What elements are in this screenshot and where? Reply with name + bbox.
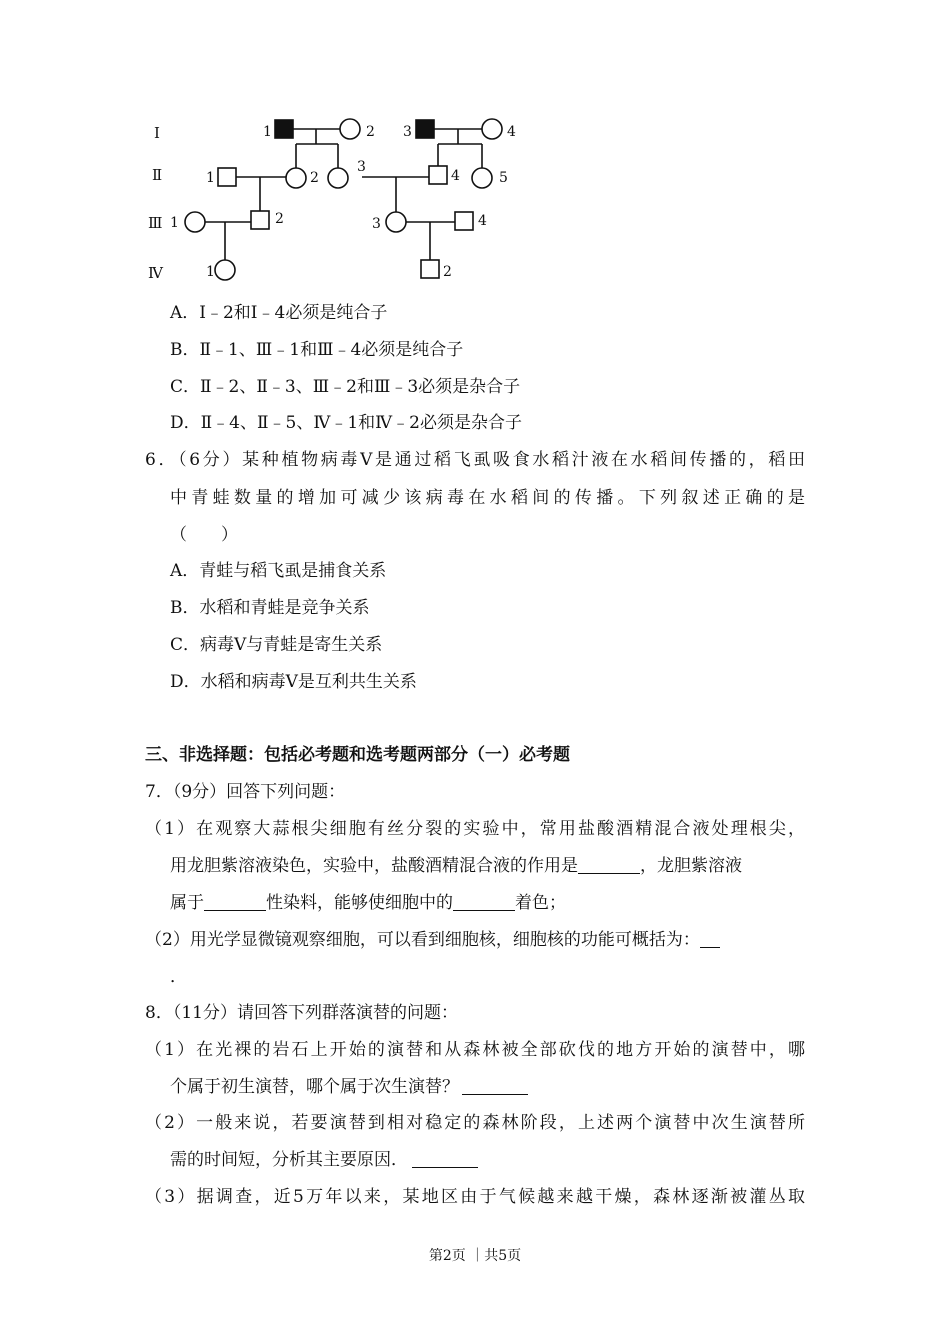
g2-female-5 xyxy=(472,168,492,188)
q7-part1-line-2 xyxy=(170,854,742,878)
text-segment: 性染料，能够使细胞中的 xyxy=(266,893,453,913)
q8-part1-line-1: （1）在光裸的岩石上开始的演替和从森林被全部砍伐的地方开始的演替中，哪 xyxy=(145,1040,805,1060)
q6-answer-brackets: （ ） xyxy=(170,525,238,545)
text-segment: 需的时间短，分析其主要原因． xyxy=(170,1150,408,1170)
q5-option-c: C．Ⅱ﹣2、Ⅱ﹣3、Ⅲ﹣2和Ⅲ﹣3必须是杂合子 xyxy=(170,377,521,397)
g1-female-2 xyxy=(340,119,360,139)
answer-blank[interactable] xyxy=(578,855,640,874)
g1-male-3-affected xyxy=(416,120,434,138)
text-segment: 着色； xyxy=(515,893,566,913)
g3-male-4 xyxy=(455,212,473,230)
q8-title: 8．（11分）请回答下列群落演替的问题： xyxy=(145,1003,458,1023)
q7-part1-line-1: （1）在观察大蒜根尖细胞有丝分裂的实验中，常用盐酸酒精混合液处理根尖， xyxy=(145,819,805,839)
individual-label: 2 xyxy=(366,124,375,140)
g2-male-4 xyxy=(429,166,447,184)
individual-label: 1 xyxy=(206,264,215,280)
q6-stem-line-1: 6．（6分）某种植物病毒V是通过稻飞虱吸食水稻汁液在水稻间传播的，稻田 xyxy=(145,450,805,470)
answer-blank[interactable] xyxy=(412,1149,478,1168)
individual-label: 3 xyxy=(357,159,366,175)
q7-part1-line-3 xyxy=(170,891,566,915)
individual-label: 3 xyxy=(372,216,381,232)
g3-female-3 xyxy=(386,212,406,232)
q6-option-c: C．病毒V与青蛙是寄生关系 xyxy=(170,635,383,655)
page-footer: 第2页 ｜共5页 xyxy=(428,1248,522,1264)
individual-label: 1 xyxy=(263,124,272,140)
individual-label: 4 xyxy=(507,124,516,140)
g2-female-2 xyxy=(286,168,306,188)
answer-blank[interactable] xyxy=(453,892,515,911)
text-segment: ，龙胆紫溶液 xyxy=(640,856,742,876)
individual-label: 2 xyxy=(275,211,284,227)
text-segment: 属于 xyxy=(170,893,204,913)
text-segment: 个属于初生演替，哪个属于次生演替？ xyxy=(170,1077,459,1097)
g2-male-1 xyxy=(218,168,236,186)
individual-label: 5 xyxy=(499,170,508,186)
q8-part3-line-1: （3）据调查，近5万年以来，某地区由于气候越来越干燥，森林逐渐被灌丛取 xyxy=(145,1187,805,1207)
individual-label: 1 xyxy=(170,215,179,231)
q6-option-a: A．青蛙与稻飞虱是捕食关系 xyxy=(170,561,387,581)
individual-label: 2 xyxy=(443,264,452,280)
generation-label-2: Ⅱ xyxy=(152,166,163,184)
q5-option-d: D．Ⅱ﹣4、Ⅱ﹣5、Ⅳ﹣1和Ⅳ﹣2必须是杂合子 xyxy=(170,413,522,433)
individual-label: 1 xyxy=(206,170,215,186)
q7-title: 7．（9分）回答下列问题： xyxy=(145,782,346,802)
q6-option-d: D．水稻和病毒V是互利共生关系 xyxy=(170,672,417,692)
individual-label: 4 xyxy=(451,168,460,184)
g1-male-1-affected xyxy=(275,120,293,138)
g3-male-2 xyxy=(251,211,269,229)
individual-label: 2 xyxy=(310,170,319,186)
generation-label-4: Ⅳ xyxy=(148,264,163,282)
q7-part2-line-1 xyxy=(145,928,720,952)
g4-female-1 xyxy=(215,260,235,280)
q5-option-a: A．Ⅰ﹣2和Ⅰ﹣4必须是纯合子 xyxy=(170,303,388,323)
answer-blank[interactable] xyxy=(462,1076,528,1095)
q8-part2-line-2 xyxy=(170,1148,478,1172)
g1-female-4 xyxy=(482,119,502,139)
q8-part1-line-2 xyxy=(170,1075,528,1099)
text-segment: 用龙胆紫溶液染色，实验中，盐酸酒精混合液的作用是 xyxy=(170,856,578,876)
q8-part2-line-1: （2）一般来说，若要演替到相对稳定的森林阶段，上述两个演替中次生演替所 xyxy=(145,1113,805,1133)
q7-part2-line-2: ． xyxy=(170,967,187,987)
answer-blank[interactable] xyxy=(700,929,720,948)
q6-stem-line-2: 中青蛙数量的增加可减少该病毒在水稻间的传播。下列叙述正确的是 xyxy=(170,488,805,508)
q5-option-b: B．Ⅱ﹣1、Ⅲ﹣1和Ⅲ﹣4必须是纯合子 xyxy=(170,340,464,360)
pedigree-diagram xyxy=(140,108,540,288)
g4-male-2 xyxy=(421,260,439,278)
g3-female-1 xyxy=(185,212,205,232)
text-segment: （2）用光学显微镜观察细胞，可以看到细胞核，细胞核的功能可概括为： xyxy=(145,930,700,950)
individual-label: 3 xyxy=(403,124,412,140)
answer-blank[interactable] xyxy=(204,892,266,911)
g2-female-3 xyxy=(328,168,348,188)
individual-label: 4 xyxy=(478,213,487,229)
generation-label-3: Ⅲ xyxy=(148,214,163,232)
generation-label-1: Ⅰ xyxy=(154,124,160,142)
section-heading: 三、非选择题：包括必考题和选考题两部分（一）必考题 xyxy=(145,745,570,765)
q6-option-b: B．水稻和青蛙是竞争关系 xyxy=(170,598,370,618)
